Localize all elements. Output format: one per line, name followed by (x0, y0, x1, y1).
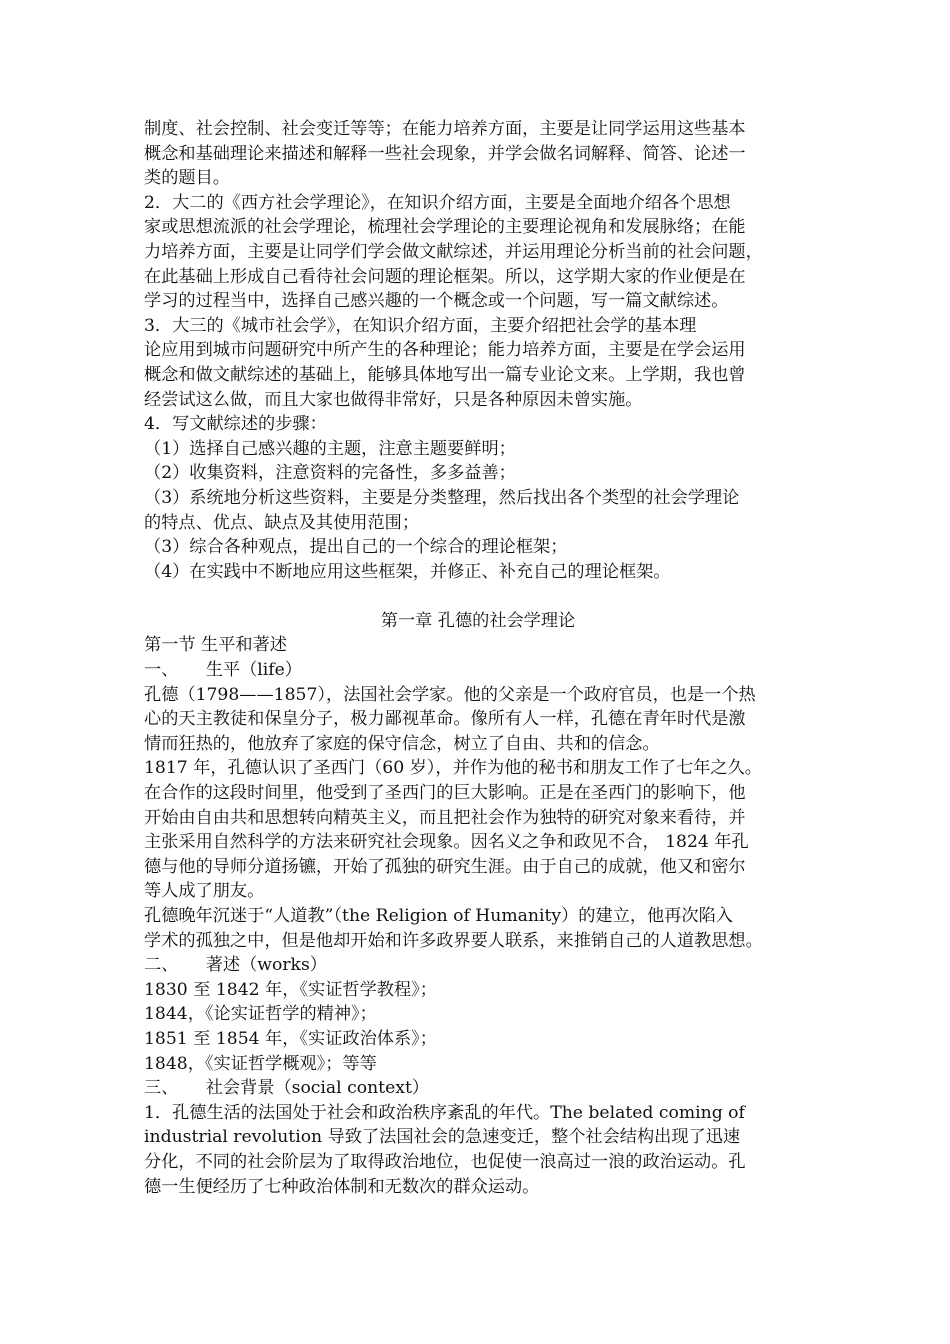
text-line: （1）选择自己感兴趣的主题，注意主题要鲜明； (144, 438, 516, 459)
chapter-title: 第一章 孔德的社会学理论 (380, 610, 576, 631)
text-line: 经尝试这么做，而且大家也做得非常好，只是各种原因未曾实施。 (144, 389, 643, 410)
text-line: 德与他的导师分道扬镳，开始了孤独的研究生涯。由于自己的成就，他又和密尔 (144, 856, 746, 877)
text-line: 制度、社会控制、社会变迁等等；在能力培养方面，主要是让同学运用这些基本 (144, 119, 746, 139)
text-line: 4．写文献综述的步骤： (144, 414, 327, 435)
text-line: 论应用到城市问题研究中所产生的各种理论；能力培养方面，主要是在学会运用 (144, 340, 746, 361)
text-line: （2）收集资料，注意资料的完备性，多多益善； (144, 463, 516, 484)
text-line: 孔德（1798——1857），法国社会学家。他的父亲是一个政府官员，也是一个热 (144, 684, 756, 705)
text-line: 1844，《论实证哲学的精神》； (144, 1004, 377, 1025)
text-line: 3．大三的《城市社会学》，在知识介绍方面，主要介绍把社会学的基本理 (144, 315, 697, 336)
context-block (144, 1101, 812, 1199)
section-title: 第一节 生平和著述 (144, 635, 287, 656)
text-line: 分化，不同的社会阶层为了取得政治地位，也促使一浪高过一浪的政治运动。孔 (144, 1151, 746, 1172)
text-line: 学习的过程当中，选择自己感兴趣的一个概念或一个问题，写一篇文献综述。 (144, 291, 729, 312)
intro-block (144, 117, 812, 584)
life-block (144, 683, 812, 954)
text-line: 学术的孤独之中，但是他却开始和许多政界要人联系，来推销自己的人道教思想。 (144, 930, 763, 951)
text-line: 开始由自由共和思想转向精英主义，而且把社会作为独特的研究对象来看待，并 (144, 807, 746, 828)
text-line: 情而狂热的，他放弃了家庭的保守信念，树立了自由、共和的信念。 (144, 733, 660, 754)
text-line: 概念和基础理论来描述和解释一些社会现象，并学会做名词解释、简答、论述一 (144, 143, 746, 164)
text-line: 家或思想流派的社会学理论，梳理社会学理论的主要理论视角和发展脉络；在能 (144, 217, 746, 238)
text-line: 概念和做文献综述的基础上，能够具体地写出一篇专业论文来。上学期，我也曾 (144, 364, 746, 385)
text-line: 力培养方面，主要是让同学们学会做文献综述，并运用理论分析当前的社会问题， (144, 241, 763, 262)
text-line: 德一生便经历了七种政治体制和无数次的群众运动。 (144, 1176, 540, 1197)
text-line: 1817 年，孔德认识了圣西门（60 岁），并作为他的秘书和朋友工作了七年之久。 (144, 758, 762, 779)
text-line: 的特点、优点、缺点及其使用范围； (144, 512, 420, 533)
works-heading: 二、 著述（works） (144, 955, 327, 976)
text-line: 2．大二的《西方社会学理论》，在知识介绍方面，主要是全面地介绍各个思想 (144, 192, 731, 213)
text-line: 等人成了朋友。 (144, 881, 265, 902)
text-line: 1．孔德生活的法国处于社会和政治秩序紊乱的年代。The belated coming of (144, 1102, 745, 1123)
document-page (144, 117, 812, 1199)
text-line: （4）在实践中不断地应用这些框架，并修正、补充自己的理论框架。 (144, 561, 671, 582)
text-line: 心的天主教徒和保皇分子，极力鄙视革命。像所有人一样，孔德在青年时代是激 (144, 709, 746, 730)
life-heading: 一、 生平（life） (144, 660, 302, 681)
text-line: 1848，《实证哲学概观》；等等 (144, 1053, 377, 1074)
text-line: 孔德晚年沉迷于“人道教”（the Religion of Humanity）的建立，他再次陷入 (144, 906, 733, 926)
context-heading: 三、 社会背景（social context） (144, 1078, 430, 1099)
blank-line (144, 584, 812, 609)
text-line: 类的题目。 (144, 168, 230, 189)
text-line: 1830 至 1842 年，《实证哲学教程》； (144, 979, 437, 1000)
text-line: 1851 至 1854 年，《实证政治体系》； (144, 1028, 437, 1049)
text-line: 在此基础上形成自己看待社会问题的理论框架。所以，这学期大家的作业便是在 (144, 266, 746, 287)
text-line: 主张采用自然科学的方法来研究社会现象。因名义之争和政见不合， 1824 年孔 (144, 832, 749, 853)
text-line: 在合作的这段时间里，他受到了圣西门的巨大影响。正是在圣西门的影响下，他 (144, 783, 746, 804)
text-line: （3）综合各种观点，提出自己的一个综合的理论框架； (144, 537, 568, 558)
text-line: industrial revolution 导致了法国社会的急速变迁，整个社会结构出现了迅速 (144, 1127, 741, 1148)
text-line: （3）系统地分析这些资料，主要是分类整理，然后找出各个类型的社会学理论 (144, 487, 740, 508)
works-block (144, 978, 812, 1076)
